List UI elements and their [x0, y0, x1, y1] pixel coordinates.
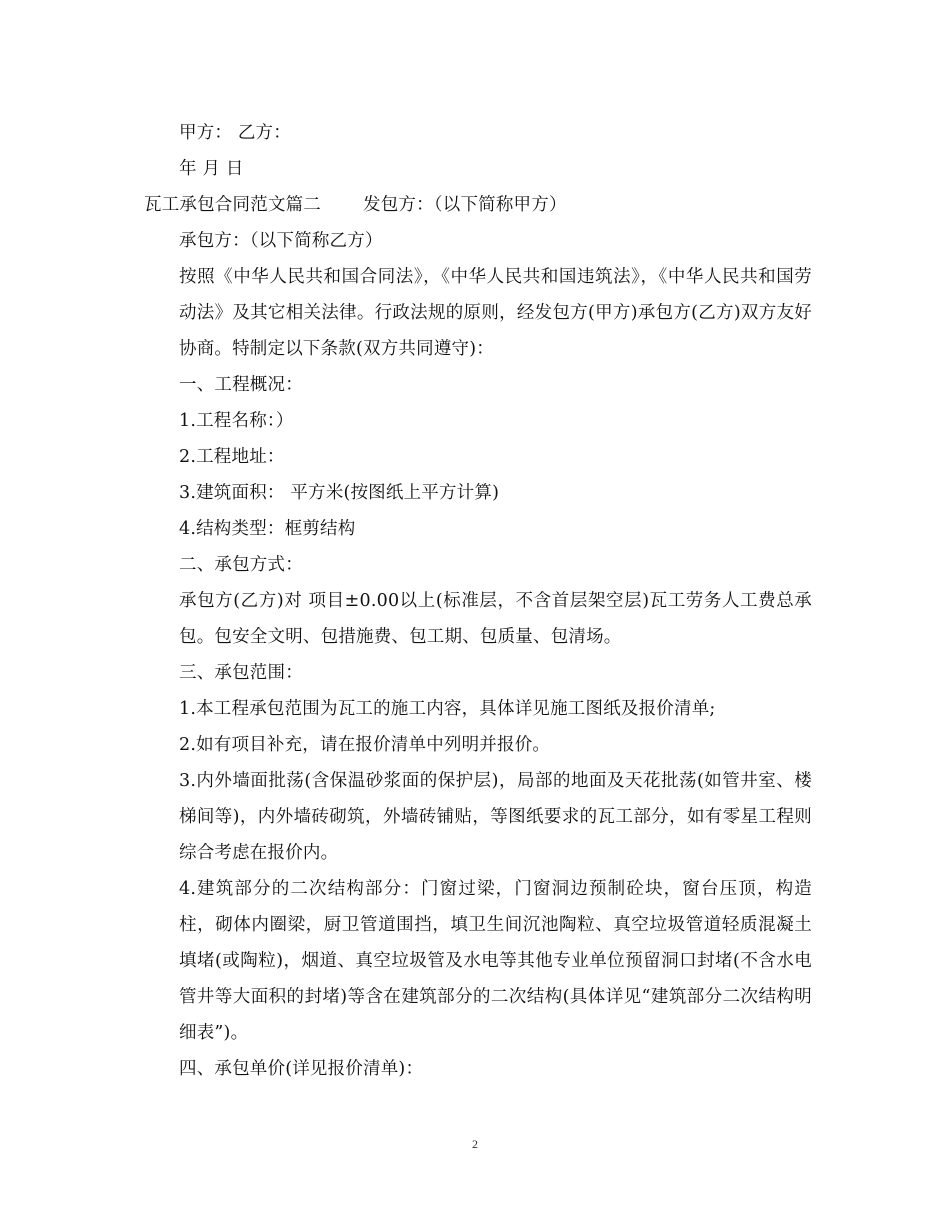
signature-parties-line: 甲方： 乙方：	[179, 123, 291, 143]
scope-item-3: 3.内外墙面批荡(含保温砂浆面的保护层)，局部的地面及天花批荡(如管井室、楼梯间等)，内外墙砖砌筑，外墙砖铺贴，等图纸要求的瓦工部分，如有零星工程则综合考虑在报价内。	[179, 771, 812, 863]
contractor-label: 承包方：（以下简称乙方）	[179, 231, 383, 251]
legal-basis-paragraph: 按照《中华人民共和国合同法》，《中华人民共和国违筑法》，《中华人民共和国劳动法》及其它相关法律。行政法规的原则，经发包方(甲方)承包方(乙方)双方友好协商。特制定以下条款(双方共同遵守)：	[179, 267, 812, 359]
scope-item-2: 2.如有项目补充，请在报价清单中列明并报价。	[179, 735, 551, 755]
page-number: 2	[472, 1137, 478, 1151]
project-name-item: 1.工程名称：）	[179, 411, 294, 431]
section-title: 瓦工承包合同范文篇二	[144, 195, 321, 215]
building-area-item: 3.建筑面积： 平方米(按图纸上平方计算)	[179, 483, 500, 503]
section-heading-unit-price: 四、承包单价(详见报价清单)：	[179, 1059, 424, 1079]
date-line: 年 月 日	[179, 159, 244, 179]
scope-item-1: 1.本工程承包范围为瓦工的施工内容，具体详见施工图纸及报价清单;	[179, 699, 716, 719]
project-address-item: 2.工程地址：	[179, 447, 285, 467]
scope-item-4: 4.建筑部分的二次结构部分：门窗过梁，门窗洞边预制砼块，窗台压顶，构造柱，砌体内圈梁，厨卫管道围挡，填卫生间沉池陶粒、真空垃圾管道轻质混凝土填堵(或陶粒)，烟道、真空垃圾管及水电等其他专业单位预留洞口封堵(不含水电管井等大面积的封堵)等含在建筑部分的二次结构(具体详见“建筑部分二次结构明细表”)。	[179, 879, 812, 1043]
document-body	[144, 115, 812, 1087]
structure-type-item: 4.结构类型：框剪结构	[179, 519, 356, 539]
section-heading-method: 二、承包方式：	[179, 555, 303, 575]
section-heading-scope: 三、承包范围：	[179, 663, 303, 683]
section-heading-overview: 一、工程概况：	[179, 375, 303, 395]
contract-method-paragraph: 承包方(乙方)对 项目±0.00以上(标准层，不含首层架空层)瓦工劳务人工费总承包。包安全文明、包措施费、包工期、包质量、包清场。	[179, 591, 812, 647]
section-title-line	[144, 187, 812, 223]
employer-label: 发包方：（以下简称甲方）	[363, 195, 567, 215]
